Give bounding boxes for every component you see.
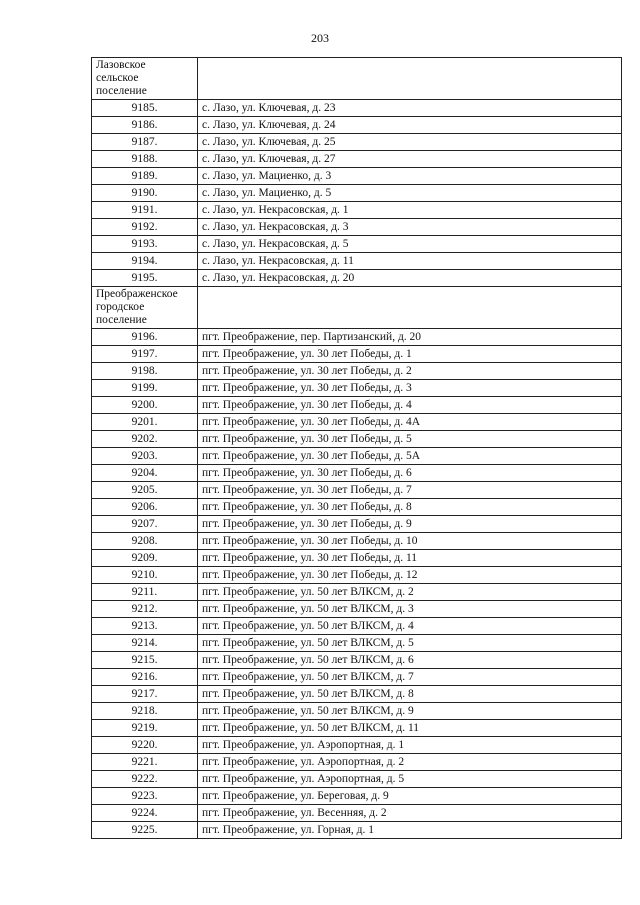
table-row — [92, 635, 622, 652]
row-address: пгт. Преображение, ул. 30 лет Победы, д. 11 — [198, 550, 622, 567]
table-row — [92, 805, 622, 822]
row-address: пгт. Преображение, ул. 30 лет Победы, д. 7 — [198, 482, 622, 499]
row-number: 9225. — [92, 822, 198, 839]
row-number: 9206. — [92, 499, 198, 516]
row-address: пгт. Преображение, ул. 50 лет ВЛКСМ, д. 11 — [198, 720, 622, 737]
row-address: с. Лазо, ул. Некрасовская, д. 3 — [198, 219, 622, 236]
row-address: пгт. Преображение, ул. 30 лет Победы, д. 1 — [198, 346, 622, 363]
row-address: с. Лазо, ул. Некрасовская, д. 20 — [198, 270, 622, 287]
row-number: 9194. — [92, 253, 198, 270]
table-row — [92, 584, 622, 601]
row-address: пгт. Преображение, ул. 30 лет Победы, д. 10 — [198, 533, 622, 550]
row-number: 9223. — [92, 788, 198, 805]
row-number: 9195. — [92, 270, 198, 287]
row-number: 9191. — [92, 202, 198, 219]
row-number: 9205. — [92, 482, 198, 499]
table-row — [92, 117, 622, 134]
table-row — [92, 380, 622, 397]
row-address: с. Лазо, ул. Ключевая, д. 24 — [198, 117, 622, 134]
row-number: 9217. — [92, 686, 198, 703]
row-number: 9190. — [92, 185, 198, 202]
table-row — [92, 567, 622, 584]
row-address: пгт. Преображение, ул. 30 лет Победы, д. 5А — [198, 448, 622, 465]
table-row — [92, 270, 622, 287]
table-row — [92, 499, 622, 516]
row-address: пгт. Преображение, ул. 30 лет Победы, д. 6 — [198, 465, 622, 482]
row-number: 9189. — [92, 168, 198, 185]
row-address: пгт. Преображение, ул. Аэропортная, д. 5 — [198, 771, 622, 788]
settlement-name-line: сельское — [96, 72, 139, 84]
row-number: 9220. — [92, 737, 198, 754]
table-row — [92, 329, 622, 346]
row-address: с. Лазо, ул. Мациенко, д. 3 — [198, 168, 622, 185]
row-number: 9204. — [92, 465, 198, 482]
row-number: 9213. — [92, 618, 198, 635]
settlement-name-line: городское — [96, 301, 145, 313]
row-address: пгт. Преображение, ул. 50 лет ВЛКСМ, д. 8 — [198, 686, 622, 703]
row-number: 9202. — [92, 431, 198, 448]
table-row — [92, 754, 622, 771]
row-number: 9185. — [92, 100, 198, 117]
row-number: 9209. — [92, 550, 198, 567]
table-row — [92, 516, 622, 533]
row-address: пгт. Преображение, ул. 50 лет ВЛКСМ, д. 4 — [198, 618, 622, 635]
address-registry-table — [91, 57, 622, 839]
row-address: пгт. Преображение, пер. Партизанский, д. 20 — [198, 329, 622, 346]
row-address: пгт. Преображение, ул. Весенняя, д. 2 — [198, 805, 622, 822]
row-number: 9196. — [92, 329, 198, 346]
table-row — [92, 236, 622, 253]
row-number: 9214. — [92, 635, 198, 652]
row-number: 9212. — [92, 601, 198, 618]
row-number: 9187. — [92, 134, 198, 151]
row-address: пгт. Преображение, ул. 30 лет Победы, д. 9 — [198, 516, 622, 533]
table-row — [92, 202, 622, 219]
table-row — [92, 219, 622, 236]
row-number: 9186. — [92, 117, 198, 134]
row-address: пгт. Преображение, ул. 50 лет ВЛКСМ, д. 6 — [198, 652, 622, 669]
table-row — [92, 363, 622, 380]
table-row — [92, 703, 622, 720]
table-row — [92, 397, 622, 414]
row-address: с. Лазо, ул. Некрасовская, д. 5 — [198, 236, 622, 253]
row-number: 9188. — [92, 151, 198, 168]
row-number: 9215. — [92, 652, 198, 669]
settlement-empty-cell — [198, 58, 622, 100]
table-row — [92, 431, 622, 448]
row-number: 9207. — [92, 516, 198, 533]
row-address: пгт. Преображение, ул. 50 лет ВЛКСМ, д. 7 — [198, 669, 622, 686]
table-row — [92, 601, 622, 618]
table-row — [92, 151, 622, 168]
row-address: пгт. Преображение, ул. 30 лет Победы, д. 5 — [198, 431, 622, 448]
table-row — [92, 771, 622, 788]
table-row — [92, 550, 622, 567]
row-address: пгт. Преображение, ул. Аэропортная, д. 1 — [198, 737, 622, 754]
settlement-name-line: Лазовское — [96, 59, 146, 71]
table-row — [92, 686, 622, 703]
table-row — [92, 822, 622, 839]
row-address: с. Лазо, ул. Ключевая, д. 27 — [198, 151, 622, 168]
row-address: с. Лазо, ул. Ключевая, д. 23 — [198, 100, 622, 117]
table-row — [92, 788, 622, 805]
table-row — [92, 346, 622, 363]
row-address: пгт. Преображение, ул. 50 лет ВЛКСМ, д. 5 — [198, 635, 622, 652]
row-number: 9216. — [92, 669, 198, 686]
row-address: с. Лазо, ул. Ключевая, д. 25 — [198, 134, 622, 151]
row-number: 9219. — [92, 720, 198, 737]
row-number: 9192. — [92, 219, 198, 236]
row-number: 9200. — [92, 397, 198, 414]
table-row — [92, 185, 622, 202]
row-number: 9210. — [92, 567, 198, 584]
settlement-name-line: Преображенское — [96, 288, 178, 300]
row-number: 9193. — [92, 236, 198, 253]
settlement-name — [92, 287, 198, 329]
table-row — [92, 134, 622, 151]
row-address: с. Лазо, ул. Некрасовская, д. 11 — [198, 253, 622, 270]
settlement-name-line: поселение — [96, 314, 147, 326]
row-number: 9224. — [92, 805, 198, 822]
registry-table-body — [92, 58, 622, 839]
page-number: 203 — [311, 31, 329, 45]
row-address: пгт. Преображение, ул. 30 лет Победы, д. 2 — [198, 363, 622, 380]
row-address: пгт. Преображение, ул. 30 лет Победы, д. 4 — [198, 397, 622, 414]
table-row — [92, 720, 622, 737]
row-number: 9198. — [92, 363, 198, 380]
row-number: 9197. — [92, 346, 198, 363]
row-number: 9222. — [92, 771, 198, 788]
table-row — [92, 253, 622, 270]
row-address: пгт. Преображение, ул. 30 лет Победы, д. 3 — [198, 380, 622, 397]
settlement-name — [92, 58, 198, 100]
table-row — [92, 448, 622, 465]
row-address: пгт. Преображение, ул. Горная, д. 1 — [198, 822, 622, 839]
row-address: пгт. Преображение, ул. 30 лет Победы, д. 8 — [198, 499, 622, 516]
row-address: пгт. Преображение, ул. 30 лет Победы, д. 12 — [198, 567, 622, 584]
settlement-group-row — [92, 287, 622, 329]
row-number: 9201. — [92, 414, 198, 431]
row-address: пгт. Преображение, ул. Береговая, д. 9 — [198, 788, 622, 805]
table-row — [92, 669, 622, 686]
row-address: пгт. Преображение, ул. 50 лет ВЛКСМ, д. 3 — [198, 601, 622, 618]
row-address: с. Лазо, ул. Мациенко, д. 5 — [198, 185, 622, 202]
row-number: 9218. — [92, 703, 198, 720]
row-number: 9211. — [92, 584, 198, 601]
settlement-empty-cell — [198, 287, 622, 329]
row-address: с. Лазо, ул. Некрасовская, д. 1 — [198, 202, 622, 219]
settlement-name-line: поселение — [96, 85, 147, 97]
table-row — [92, 100, 622, 117]
settlement-group-row — [92, 58, 622, 100]
row-address: пгт. Преображение, ул. 50 лет ВЛКСМ, д. 9 — [198, 703, 622, 720]
row-number: 9221. — [92, 754, 198, 771]
table-row — [92, 482, 622, 499]
row-address: пгт. Преображение, ул. 50 лет ВЛКСМ, д. 2 — [198, 584, 622, 601]
row-address: пгт. Преображение, ул. 30 лет Победы, д. 4А — [198, 414, 622, 431]
row-number: 9208. — [92, 533, 198, 550]
table-row — [92, 414, 622, 431]
row-number: 9203. — [92, 448, 198, 465]
table-row — [92, 465, 622, 482]
row-number: 9199. — [92, 380, 198, 397]
table-row — [92, 737, 622, 754]
table-row — [92, 618, 622, 635]
row-address: пгт. Преображение, ул. Аэропортная, д. 2 — [198, 754, 622, 771]
table-row — [92, 652, 622, 669]
table-row — [92, 168, 622, 185]
table-row — [92, 533, 622, 550]
